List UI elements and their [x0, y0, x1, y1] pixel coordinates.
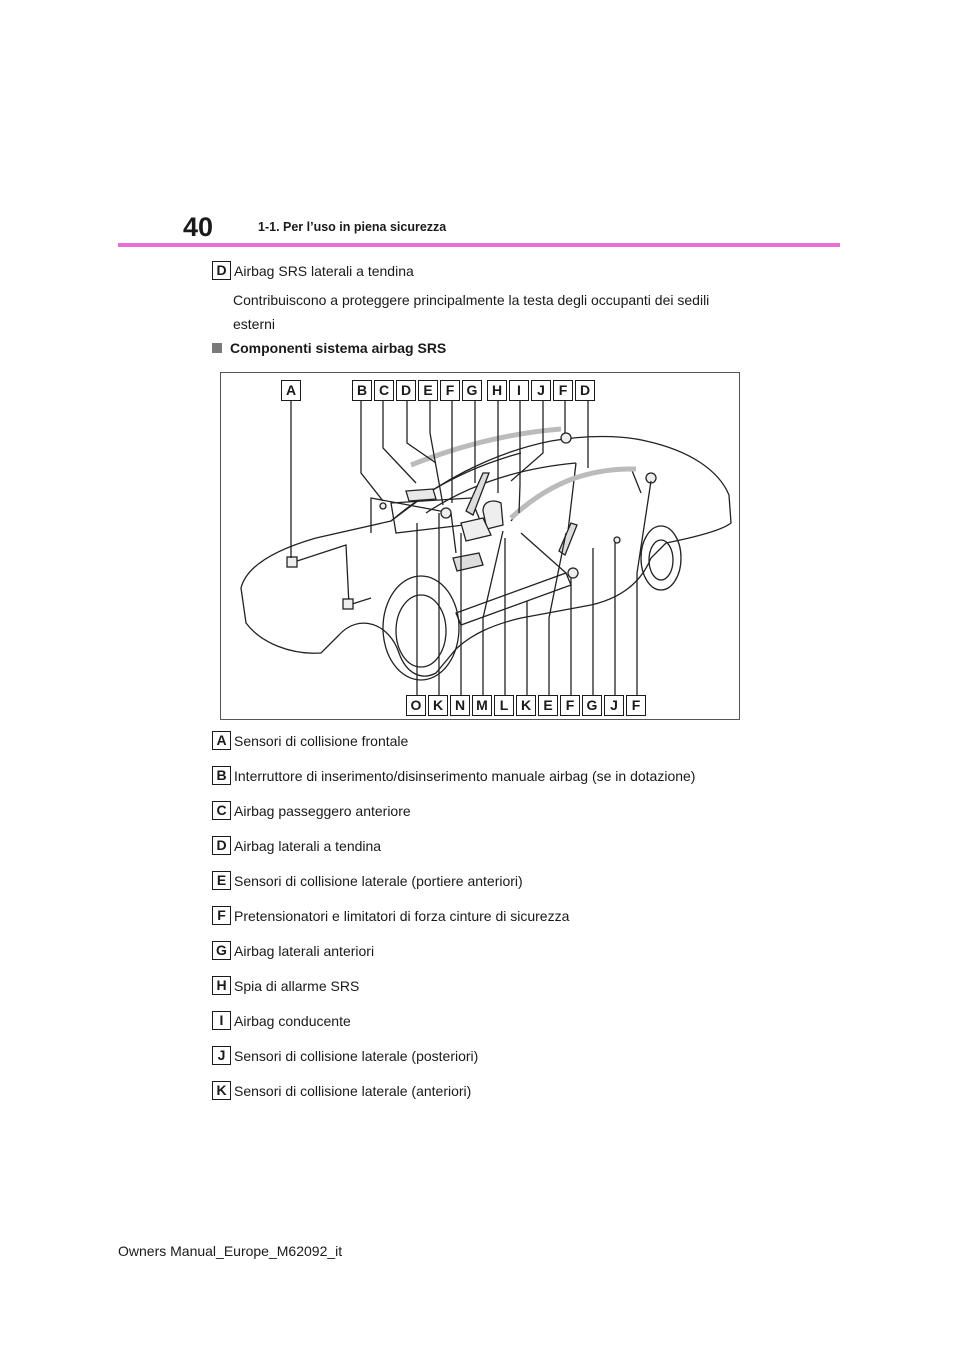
header-rule — [118, 243, 840, 247]
callout-label: H — [487, 380, 507, 401]
callout-label: C — [374, 380, 394, 401]
callout-label: K — [428, 695, 448, 716]
car-illustration — [221, 373, 741, 721]
callout-label: F — [560, 695, 580, 716]
letter-badge: E — [212, 871, 231, 890]
callout-label: J — [604, 695, 624, 716]
letter-badge: G — [212, 941, 231, 960]
callout-label: K — [516, 695, 536, 716]
legend-text: Interruttore di inserimento/disinserimento manuale airbag (se in dotazione) — [234, 767, 696, 784]
letter-badge: D — [212, 261, 231, 280]
section-title: 1-1. Per l’uso in piena sicurezza — [258, 220, 447, 234]
legend-text: Sensori di collisione laterale (posteriori) — [234, 1047, 479, 1064]
legend-item-b — [212, 766, 695, 785]
legend-text: Sensori di collisione laterale (portiere anteriori) — [234, 872, 523, 889]
subheading — [212, 340, 446, 356]
letter-badge: A — [212, 731, 231, 750]
letter-badge: C — [212, 801, 231, 820]
legend-text: Airbag laterali a tendina — [234, 837, 382, 854]
legend-text: Airbag laterali anteriori — [234, 942, 375, 959]
footer-text: Owners Manual_Europe_M62092_it — [118, 1243, 343, 1259]
bullet-square-icon — [212, 343, 222, 353]
callout-label: J — [531, 380, 551, 401]
legend-text: Spia di allarme SRS — [234, 977, 360, 994]
callout-label: G — [582, 695, 602, 716]
page-number: 40 — [183, 212, 214, 242]
legend-item-i — [212, 1011, 351, 1030]
legend-item-d — [212, 836, 381, 855]
callout-label: F — [553, 380, 573, 401]
legend-text: Sensori di collisione frontale — [234, 732, 409, 749]
callout-label: I — [509, 380, 529, 401]
letter-badge: K — [212, 1081, 231, 1100]
letter-badge: I — [212, 1011, 231, 1030]
intro-item — [212, 261, 414, 280]
legend-item-e — [212, 871, 523, 890]
legend-text: Airbag passeggero anteriore — [234, 802, 411, 819]
callout-label: A — [281, 380, 301, 401]
letter-badge: B — [212, 766, 231, 785]
callout-label: O — [406, 695, 426, 716]
legend-text: Sensori di collisione laterale (anteriori) — [234, 1082, 472, 1099]
intro-title: Airbag SRS laterali a tendina — [234, 262, 414, 279]
legend-text: Airbag conducente — [234, 1012, 351, 1029]
legend-item-k — [212, 1081, 471, 1100]
callout-label: L — [494, 695, 514, 716]
subheading-text: Componenti sistema airbag SRS — [230, 340, 447, 356]
legend-text: Pretensionatori e limitatori di forza cinture di sicurezza — [234, 907, 570, 924]
callout-label: F — [626, 695, 646, 716]
legend-item-j — [212, 1046, 478, 1065]
callout-label: M — [472, 695, 492, 716]
legend-item-c — [212, 801, 411, 820]
letter-badge: J — [212, 1046, 231, 1065]
legend-item-h — [212, 976, 359, 995]
letter-badge: H — [212, 976, 231, 995]
intro-description: Contribuiscono a proteggere principalmente la testa degli occupanti dei sedili esterni — [233, 292, 710, 332]
callout-label: D — [575, 380, 595, 401]
legend-item-f — [212, 906, 569, 925]
letter-badge: D — [212, 836, 231, 855]
callout-label: N — [450, 695, 470, 716]
callout-label: E — [538, 695, 558, 716]
legend-item-a — [212, 731, 408, 750]
callout-label: G — [462, 380, 482, 401]
letter-badge: F — [212, 906, 231, 925]
callout-label: F — [440, 380, 460, 401]
callout-label: E — [418, 380, 438, 401]
legend-item-g — [212, 941, 374, 960]
callout-label: D — [396, 380, 416, 401]
airbag-diagram — [220, 372, 740, 720]
callout-label: B — [352, 380, 372, 401]
